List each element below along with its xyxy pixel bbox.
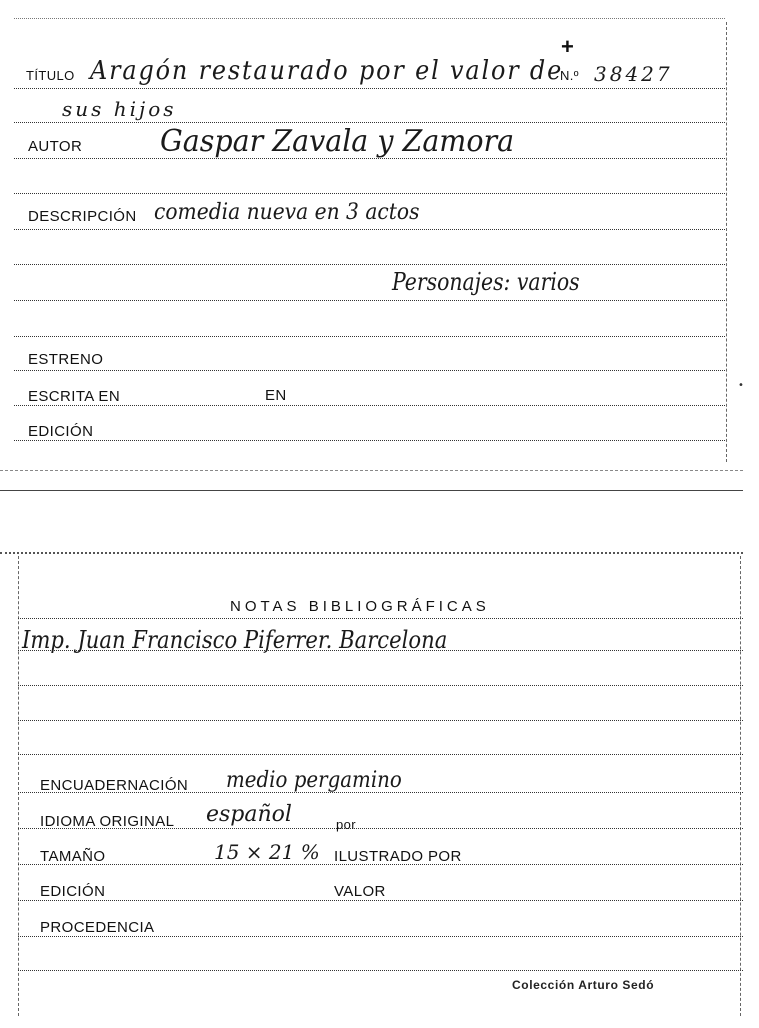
numero-value: 38427 xyxy=(594,62,673,86)
titulo-label: TÍTULO xyxy=(26,68,75,83)
rule-line xyxy=(14,264,725,265)
rule-line xyxy=(18,720,743,721)
rule-line xyxy=(14,300,725,301)
rule-line xyxy=(14,405,725,406)
ilustrado-label: ILUSTRADO POR xyxy=(334,848,462,865)
card-right-edge xyxy=(740,556,741,1016)
card-right-edge xyxy=(726,22,727,462)
card-top-edge xyxy=(0,552,743,554)
numero-label: N.º xyxy=(560,68,579,83)
por-label: por xyxy=(336,817,356,832)
rule-line xyxy=(14,229,725,230)
rule-line xyxy=(18,754,743,755)
procedencia-label: PROCEDENCIA xyxy=(40,919,155,936)
rule-line xyxy=(14,193,725,194)
coleccion-footer: Colección Arturo Sedó xyxy=(512,978,655,992)
cross-mark: + xyxy=(561,34,575,59)
descripcion-label: DESCRIPCIÓN xyxy=(28,208,137,225)
encuadernacion-label: ENCUADERNACIÓN xyxy=(40,777,189,794)
titulo-value: Aragón restaurado por el valor de xyxy=(90,56,564,86)
encuadernacion-value: medio pergamino xyxy=(226,768,402,793)
edicion-label: EDICIÓN xyxy=(28,423,94,440)
card-divider xyxy=(0,490,743,491)
edicion-label: EDICIÓN xyxy=(40,883,106,900)
rule-line xyxy=(18,618,743,619)
rule-line xyxy=(14,440,725,441)
en-label: EN xyxy=(265,387,287,404)
catalog-card-front xyxy=(0,0,759,495)
estreno-label: ESTRENO xyxy=(28,351,104,368)
card-bottom-edge xyxy=(0,470,743,471)
notas-value: Imp. Juan Francisco Piferrer. Barcelona xyxy=(22,626,448,654)
autor-label: AUTOR xyxy=(28,138,83,155)
rule-line xyxy=(18,936,743,937)
tamano-value: 15 × 21 % xyxy=(214,840,320,864)
catalog-card-back xyxy=(0,540,759,1028)
rule-line xyxy=(14,88,725,89)
idioma-value: español xyxy=(206,802,292,827)
rule-line xyxy=(14,122,725,123)
rule-line xyxy=(18,900,743,901)
personajes-value: Personajes: varios xyxy=(392,268,580,296)
rule-line xyxy=(14,336,725,337)
escrita-en-label: ESCRITA EN xyxy=(28,388,121,405)
descripcion-value: comedia nueva en 3 actos xyxy=(154,200,420,225)
titulo-value-continued: sus hijos xyxy=(62,97,177,121)
card-top-edge xyxy=(14,18,725,19)
rule-line xyxy=(14,370,725,371)
ink-speck: • xyxy=(738,380,744,391)
autor-value: Gaspar Zavala y Zamora xyxy=(160,124,515,159)
card-left-edge xyxy=(18,556,19,1016)
idioma-label: IDIOMA ORIGINAL xyxy=(40,813,175,830)
notas-heading: NOTAS BIBLIOGRÁFICAS xyxy=(230,598,490,615)
rule-line xyxy=(18,685,743,686)
tamano-label: TAMAÑO xyxy=(40,848,106,865)
rule-line xyxy=(18,970,743,971)
valor-label: VALOR xyxy=(334,883,386,900)
